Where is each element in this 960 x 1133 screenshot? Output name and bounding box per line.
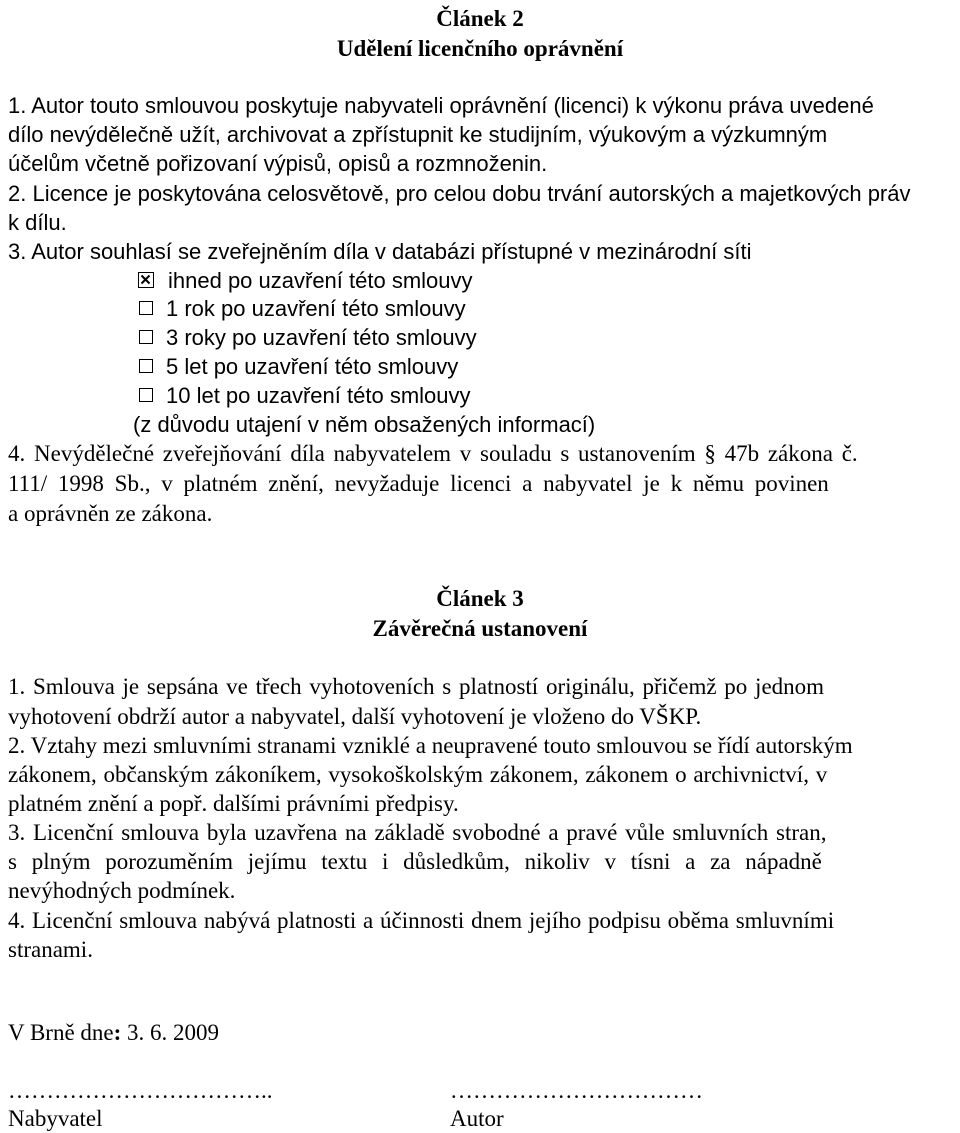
article3-item4-line1: 4. Licenční smlouva nabývá platnosti a účinnosti dnem jejího podpisu oběma smluvními	[8, 908, 835, 933]
place-date-line	[8, 1018, 219, 1047]
article2-item1-line2: dílo nevýdělečně užít, archivovat a zpřístupnit ke studijním, výukovým a výzkumným	[8, 122, 828, 147]
option-5-years-checkbox[interactable]	[139, 359, 153, 373]
article3-item1-line1: 1. Smlouva je sepsána ve třech vyhotoveních s platností originálu, přičemž po jednom	[8, 674, 825, 699]
option-immediate-label: ihned po uzavření této smlouvy	[168, 268, 473, 293]
article2-item3-line1: 3. Autor souhlasí se zveřejněním díla v databázi přístupné v mezinárodní síti	[8, 239, 752, 264]
option-5-years-label: 5 let po uzavření této smlouvy	[166, 354, 459, 379]
checked-x-icon	[139, 273, 152, 286]
nabyvatel-label: Nabyvatel	[8, 1106, 103, 1131]
option-10-years-checkbox[interactable]	[139, 388, 153, 402]
option-1-year-checkbox[interactable]	[139, 301, 153, 315]
article2-item3-note: (z důvodu utajení v něm obsažených informací)	[133, 412, 596, 437]
article3-item3-line1: 3. Licenční smlouva byla uzavřena na základě svobodné a pravé vůle smluvních stran,	[8, 820, 827, 845]
article3-subtitle: Závěrečná ustanovení	[372, 616, 588, 641]
article2-subtitle: Udělení licenčního oprávnění	[336, 36, 624, 61]
article3-item4-line2: stranami.	[8, 937, 93, 962]
place-date-label: V Brně dne	[8, 1020, 114, 1045]
article3-item2-line2: zákonem, občanským zákoníkem, vysokoškolským zákonem, zákonem o archivnictví, v	[8, 762, 828, 787]
signing-date: 3. 6. 2009	[121, 1020, 220, 1045]
option-10-years-label: 10 let po uzavření této smlouvy	[166, 383, 471, 408]
option-immediate-checkbox[interactable]	[138, 272, 154, 288]
article2-item1-line3: účelům včetně pořizovaní výpisů, opisů a rozmnoženin.	[8, 151, 548, 176]
autor-label: Autor	[450, 1106, 504, 1131]
option-1-year-label: 1 rok po uzavření této smlouvy	[166, 296, 466, 321]
article2-item2-line2: k dílu.	[8, 210, 67, 235]
option-3-years-checkbox[interactable]	[139, 330, 153, 344]
article2-item4-line1: 4. Nevýdělečné zveřejňování díla nabyvatelem v souladu s ustanovením § 47b zákona č.	[8, 441, 858, 466]
article2-title: Článek 2	[436, 6, 524, 31]
article2-item2-line1: 2. Licence je poskytována celosvětově, pro celou dobu trvání autorských a majetkových práv	[8, 181, 911, 206]
article3-item2-line1: 2. Vztahy mezi smluvními stranami vzniklé a neupravené touto smlouvou se řídí autorským	[8, 733, 853, 758]
article3-item2-line3: platném znění a popř. dalšími právními předpisy.	[8, 791, 459, 816]
article2-item1-line1: 1. Autor touto smlouvou poskytuje nabyvateli oprávnění (licenci) k výkonu práva uvedené	[8, 93, 874, 118]
option-3-years-label: 3 roky po uzavření této smlouvy	[166, 325, 477, 350]
article3-item3-line2: s plným porozuměním jejímu textu i důsledkům, nikoliv v tísni a za nápadně	[8, 849, 822, 874]
autor-signature-dots: ……………………………	[450, 1078, 703, 1103]
nabyvatel-signature-dots: ……………………………..	[8, 1078, 273, 1103]
article2-item4-line2: 111/ 1998 Sb., v platném znění, nevyžaduje licenci a nabyvatel je k němu povinen	[8, 471, 829, 496]
place-date-colon: :	[113, 1020, 122, 1045]
article2-item4-line3: a oprávněn ze zákona.	[8, 501, 213, 526]
article3-title: Článek 3	[436, 586, 524, 611]
article3-item3-line3: nevýhodných podmínek.	[8, 878, 236, 903]
article3-item1-line2: vyhotovení obdrží autor a nabyvatel, další vyhotovení je vloženo do VŠKP.	[8, 704, 702, 729]
